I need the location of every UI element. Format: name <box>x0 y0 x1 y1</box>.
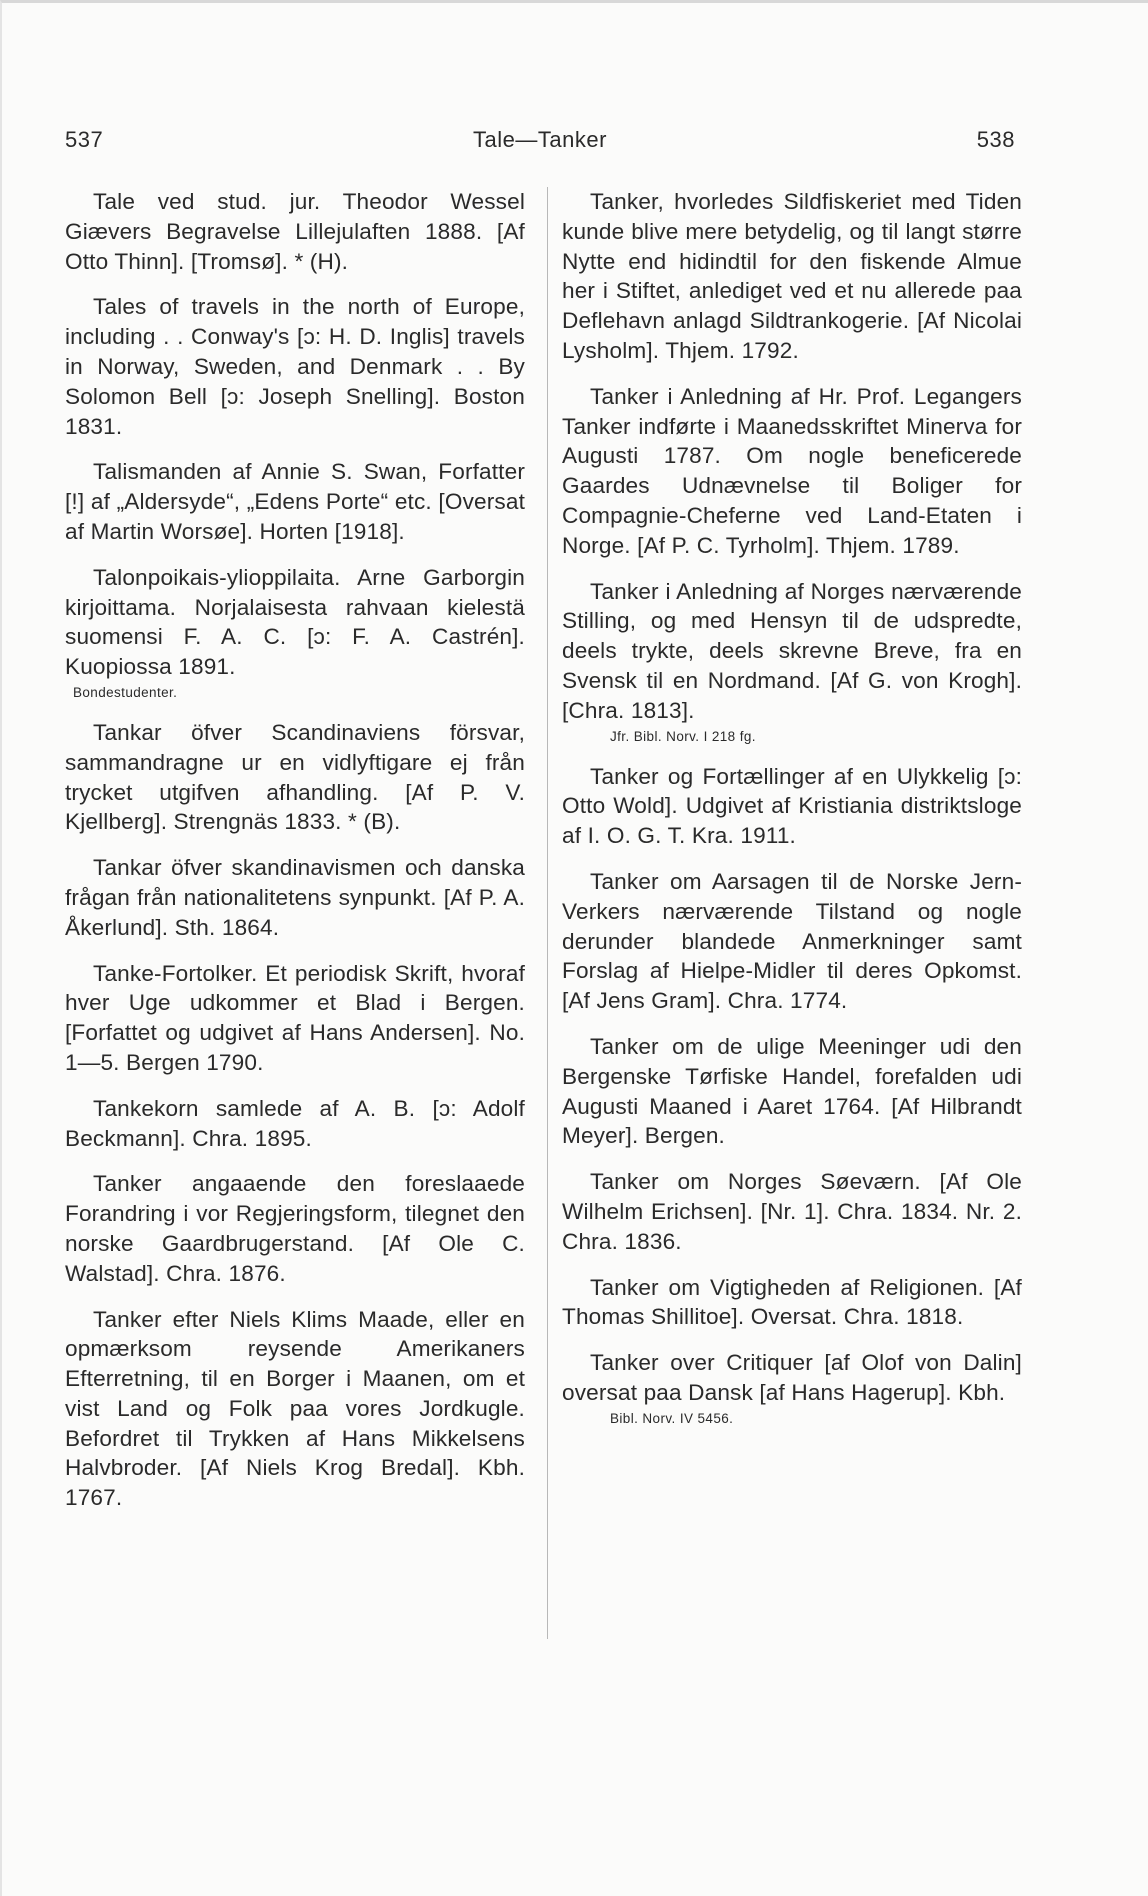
bibliography-entry <box>65 1169 525 1288</box>
left-column <box>65 187 525 1529</box>
bibliography-entry <box>562 867 1022 1016</box>
entry-text: Tale ved stud. jur. Theodor Wessel Giævers Begravelse Lillejulaften 1888. [Af Otto Thinn]. [Tromsø]. * (H). <box>65 189 525 274</box>
entry-note: Jfr. Bibl. Norv. I 218 fg. <box>610 728 756 744</box>
entry-text: Tales of travels in the north of Europe, including . . Conway's [ɔ: H. D. Inglis] travels in Norway, Sweden, and Denmark . . By Solomon Bell [ɔ: Joseph Snelling]. Boston 1831. <box>65 294 525 439</box>
right-column <box>562 187 1022 1444</box>
bibliography-entry <box>65 457 525 546</box>
entry-text: Tankar öfver Scandinaviens försvar, sammandragne ur en vidlyftigare ej från trycket utgifven afhandling. [Af P. V. Kjellberg]. Strengnäs 1833. * (B). <box>65 719 525 835</box>
bibliography-entry <box>65 1305 525 1514</box>
entry-text: Tanker, hvorledes Sildfiskeriet med Tiden kunde blive mere betydelig, og til langt større Nytte end hidindtil for den fiskende Almue her i Stiftet, anlediget ved et nu allerede paa Deflehavn anlagd Sildtrankogerie. [Af Nicolai Lysholm]. Thjem. 1792. <box>562 189 1022 363</box>
entry-text: Tanker i Anledning af Hr. Prof. Legangers Tanker indførte i Maanedsskriftet Minerva for Augusti 1787. Om nogle beneficerede Gaardes Udnævnelse til Boliger for Compagnie-Cheferne ved Land-Etaten i Norge. [Af P. C. Tyrholm]. Thjem. 1789. <box>562 383 1022 558</box>
bibliography-entry <box>562 762 1022 851</box>
entry-note: Bondestudenter. <box>73 684 178 700</box>
column-divider <box>547 187 548 1639</box>
bibliography-entry <box>562 382 1022 561</box>
entry-text: Tanker og Fortællinger af en Ulykkelig [ɔ: Otto Wold]. Udgivet af Kristiania distriktsloge af I. O. G. T. Kra. 1911. <box>562 763 1022 849</box>
bibliography-entry <box>65 959 525 1078</box>
running-header <box>65 127 1015 163</box>
bibliography-entry <box>65 718 525 837</box>
page-number-left: 537 <box>65 127 104 152</box>
bibliography-entry <box>562 577 1022 746</box>
bibliography-entry <box>562 1167 1022 1256</box>
entry-text: Tanker angaaende den foreslaaede Forandring i vor Regjeringsform, tilegnet den norske Gaardbrugerstand. [Af Ole C. Walstad]. Chra. 1876. <box>65 1171 525 1286</box>
bibliography-entry <box>65 563 525 702</box>
bibliography-entry <box>65 1094 525 1154</box>
bibliography-entry <box>562 1032 1022 1151</box>
entry-text: Tanke-Fortolker. Et periodisk Skrift, hvoraf hver Uge udkommer et Blad i Bergen. [Forfattet og udgivet af Hans Andersen]. No. 1—5. Bergen 1790. <box>65 960 525 1075</box>
entry-text: Talonpoikais-ylioppilaita. Arne Garborgin kirjoittama. Norjalaisesta rahvaan kielestä suomensi F. A. C. [ɔ: F. A. Castrén]. Kuopiossa 1891. <box>65 564 525 680</box>
entry-text: Tanker om de ulige Meeninger udi den Bergenske Tørfiske Handel, forefalden udi Augusti Maaned i Aaret 1764. [Af Hilbrandt Meyer]. Bergen. <box>562 1033 1022 1149</box>
bibliography-entry <box>65 292 525 441</box>
entry-text: Tanker om Aarsagen til de Norske Jern-Verkers nærværende Tilstand og nogle derunder blandede Anmerkninger samt Forslag af Hielpe-Midler til deres Opkomst. [Af Jens Gram]. Chra. 1774. <box>562 868 1022 1014</box>
entry-text: Tanker om Vigtigheden af Religionen. [Af Thomas Shillitoe]. Oversat. Chra. 1818. <box>562 1274 1022 1330</box>
entry-text: Tanker om Norges Søeværn. [Af Ole Wilhelm Erichsen]. [Nr. 1]. Chra. 1834. Nr. 2. Chra. 1836. <box>562 1169 1022 1254</box>
bibliography-entry <box>65 187 525 276</box>
entry-text: Tanker i Anledning af Norges nærværende Stilling, og med Hensyn til de udspredte, deels trykte, deels skrevne Breve, fra en Svensk til en Nordmand. [Af G. von Krogh]. [Chra. 1813]. <box>562 578 1022 723</box>
entry-note: Bibl. Norv. IV 5456. <box>610 1410 734 1426</box>
entry-text: Tanker efter Niels Klims Maade, eller en opmærksom reysende Amerikaners Efterretning, til en Borger i Maanen, om et vist Land og Folk paa vores Jordkugle. Befordret til Trykken af Hans Mikkelsens Halvbroder. [Af Niels Krog Bredal]. Kbh. 1767. <box>65 1306 525 1511</box>
page-number-right: 538 <box>976 127 1015 152</box>
bibliography-entry <box>562 1348 1022 1428</box>
running-title: Tale—Tanker <box>473 127 607 152</box>
bibliography-entry <box>65 853 525 942</box>
bibliography-entry <box>562 187 1022 366</box>
entry-text: Tanker over Critiquer [af Olof von Dalin] oversat paa Dansk [af Hans Hagerup]. Kbh. <box>562 1350 1022 1405</box>
bibliography-entry <box>562 1273 1022 1333</box>
entry-text: Tankar öfver skandinavismen och danska frågan från nationalitetens synpunkt. [Af P. A. Åkerlund]. Sth. 1864. <box>65 855 525 940</box>
entry-text: Tankekorn samlede af A. B. [ɔ: Adolf Beckmann]. Chra. 1895. <box>65 1095 525 1151</box>
entry-text: Talismanden af Annie S. Swan, Forfatter [!] af „Aldersyde“, „Edens Porte“ etc. [Oversat af Martin Worsøe]. Horten [1918]. <box>65 459 525 544</box>
